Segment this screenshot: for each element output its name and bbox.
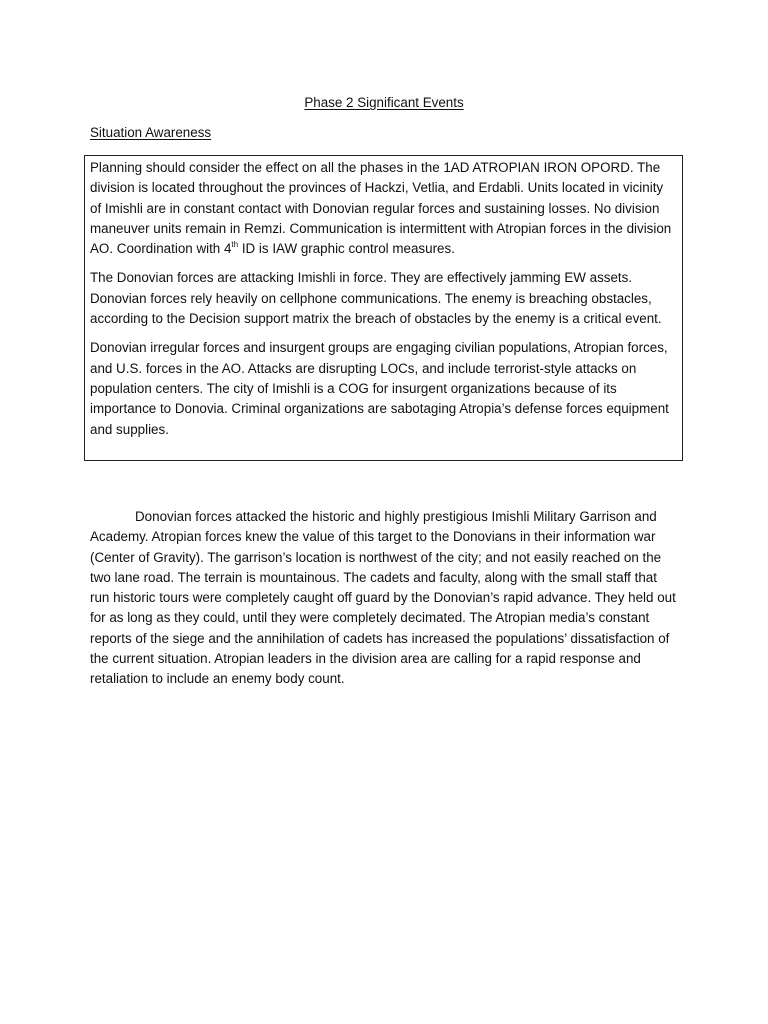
- summary-paragraph-3: Donovian irregular forces and insurgent groups are engaging civilian populations, Atropian forces, and U.S. forces in the AO. Attacks are disrupting LOCs, and include terrorist-style attacks on population centers. The city of Imishli is a COG for insurgent organizations because of its importance to Donovia. Criminal organizations are sabotaging Atropia’s defense forces equipment and supplies.: [90, 340, 669, 437]
- document-title: Phase 2 Significant Events: [304, 95, 464, 110]
- section-heading-situation-awareness: Situation Awareness: [90, 125, 212, 140]
- summary-paragraph-2: The Donovian forces are attacking Imishli in force. They are effectively jamming EW assets. Donovian forces rely heavily on cellphone communications. The enemy is breaching obstacles, according to the Decision support matrix the breach of obstacles by the enemy is a critical event.: [90, 270, 662, 327]
- summary-paragraph-1-text-a: Planning should consider the effect on all the phases in the 1AD ATROPIAN IRON OPORD. The division is located throughout the provinces of Hackzi, Vetlia, and Erdabli. Units located in vicinity of Imishli are in constant contact with Donovian regular forces and sustaining losses. No division maneuver units remain in Remzi. Communication is intermittent with Atropian forces in the division AO. Coordination with 4: [90, 160, 672, 257]
- summary-paragraph-1: [90, 158, 677, 259]
- ordinal-suffix: th: [231, 240, 239, 250]
- narrative-paragraph: Donovian forces attacked the historic and highly prestigious Imishli Military Garrison and Academy. Atropian forces knew the value of this target to the Donovians in their information war (Center of Gravity). The garrison’s location is northwest of the city; and not easily reached on the two lane road. The terrain is mountainous. The cadets and faculty, along with the small staff that run historic tours were completely caught off guard by the Donovian’s rapid advance. They held out for as long as they could, until they were completely decimated. The Atropian media’s constant reports of the siege and the annihilation of cadets has increased the populations’ dissatisfaction of the current situation. Atropian leaders in the division area are calling for a rapid response and retaliation to include an enemy body count.: [90, 509, 676, 687]
- situation-summary-box: [84, 155, 683, 461]
- summary-paragraph-1-text-b: ID is IAW graphic control measures.: [238, 241, 455, 257]
